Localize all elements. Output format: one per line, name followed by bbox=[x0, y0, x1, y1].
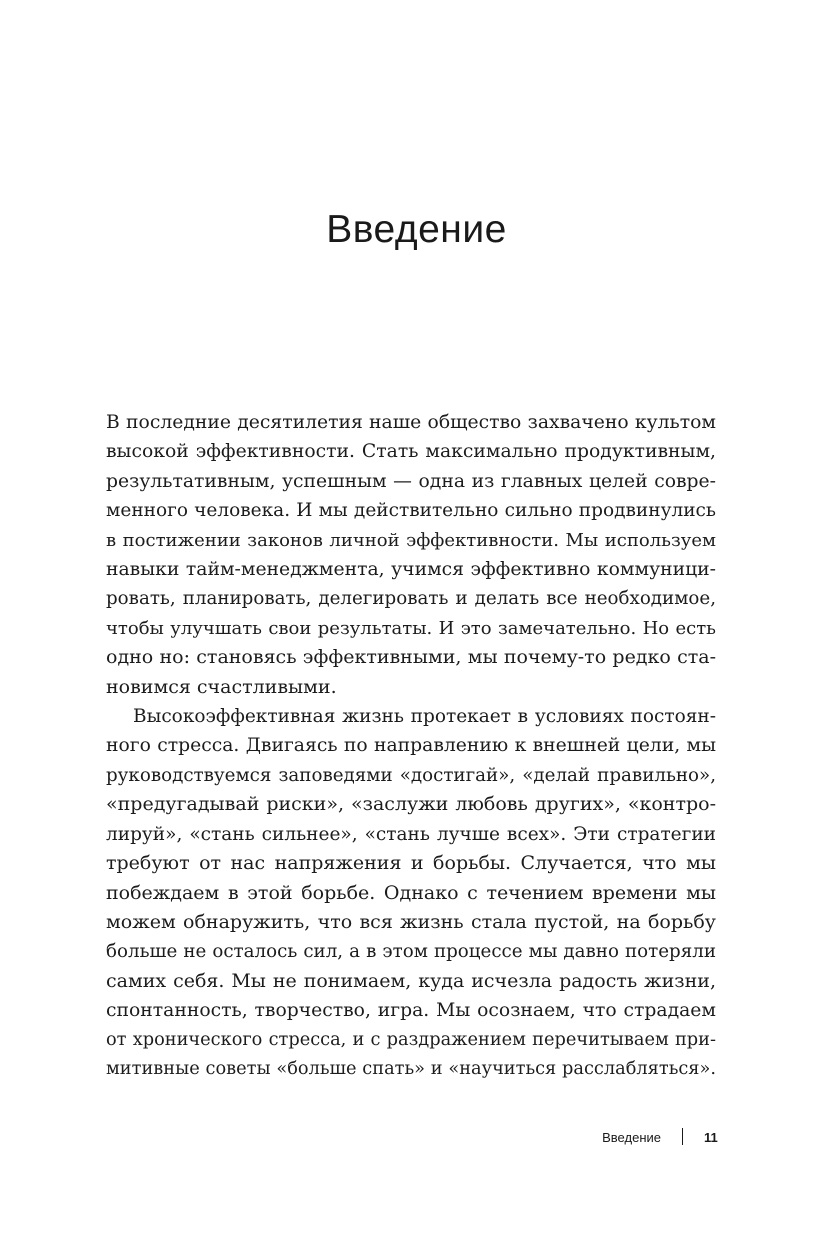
text-line: чтобы улучшать свои результаты. И это замечательно. Но есть bbox=[106, 617, 716, 639]
page-footer bbox=[0, 1128, 833, 1148]
text-line: лируй», «стань сильнее», «стань лучше всех». Эти стратегии bbox=[106, 823, 716, 845]
text-line: навыки тайм-менеджмента, учимся эффективно коммуници- bbox=[106, 559, 716, 581]
text-line: ного стресса. Двигаясь по направлению к внешней цели, мы bbox=[106, 735, 716, 757]
text-line: больше не осталось сил, а в этом процессе мы давно потеряли bbox=[106, 941, 716, 963]
text-line: спонтанность, творчество, игра. Мы осознаем, что страдаем bbox=[106, 1000, 716, 1022]
text-line: «предугадывай риски», «заслужи любовь других», «контро- bbox=[106, 793, 716, 816]
text-line: можем обнаружить, что вся жизнь стала пустой, на борьбу bbox=[106, 910, 716, 933]
page-number: 11 bbox=[704, 1130, 718, 1145]
text-line: руководствуемся заповедями «достигай», «делай правильно», bbox=[106, 764, 716, 786]
paragraph-1 bbox=[106, 408, 716, 702]
body-text bbox=[106, 408, 716, 1084]
text-line: митивные советы «больше спать» и «научиться расслабляться». bbox=[106, 1058, 716, 1079]
running-header-section: Введение bbox=[602, 1130, 661, 1145]
text-line: от хронического стресса, и с раздражением перечитываем при- bbox=[106, 1029, 716, 1050]
text-line: одно но: становясь эффективными, мы почему-то редко ста- bbox=[106, 646, 716, 669]
text-line: в постижении законов личной эффективности. Мы используем bbox=[106, 529, 716, 551]
text-line: результативным, успешным — одна из главных целей совре- bbox=[106, 470, 716, 492]
text-line: высокой эффективности. Стать максимально продуктивным, bbox=[106, 441, 716, 463]
text-line: новимся счастливыми. bbox=[106, 675, 337, 698]
text-line: требуют от нас напряжения и борьбы. Случается, что мы bbox=[106, 852, 716, 875]
text-line: ровать, планировать, делегировать и делать все необходимое, bbox=[106, 588, 716, 610]
text-line: В последние десятилетия наше общество захвачено культом bbox=[106, 412, 716, 433]
text-line: самих себя. Мы не понимаем, куда исчезла радость жизни, bbox=[106, 969, 716, 992]
text-line: Высокоэффективная жизнь протекает в условиях постоян- bbox=[133, 706, 716, 728]
paragraph-2 bbox=[106, 702, 716, 1084]
text-line: побеждаем в этой борьбе. Однако с течением времени мы bbox=[106, 881, 716, 904]
text-line: менного человека. И мы действительно сильно продвинулись bbox=[106, 500, 716, 522]
footer-divider bbox=[682, 1128, 683, 1145]
page-title: Введение bbox=[326, 208, 507, 251]
